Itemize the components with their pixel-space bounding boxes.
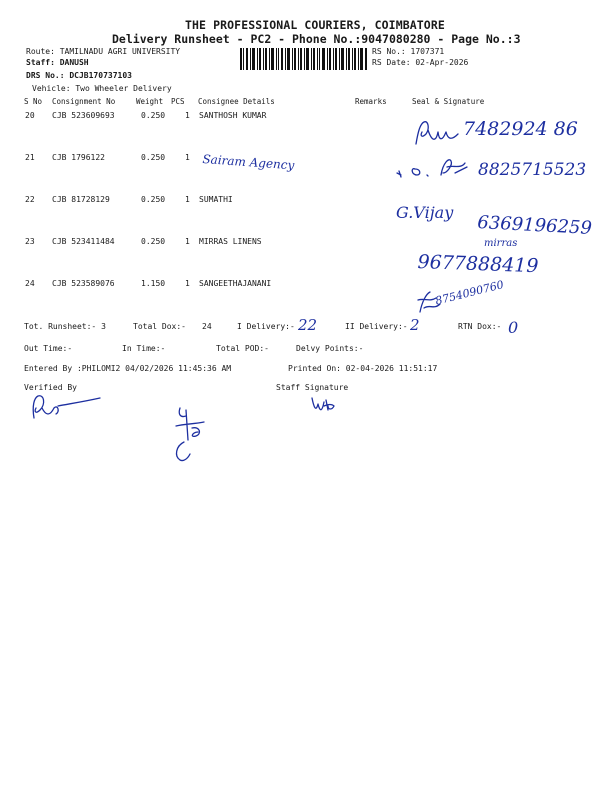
row-handwritten-note: mirras <box>484 238 518 249</box>
row-weight: 0.250 <box>141 195 166 204</box>
row-weight: 0.250 <box>141 153 166 162</box>
row-signature <box>412 118 462 148</box>
row-handwritten-phone: 8825715523 <box>478 160 587 180</box>
row-weight: 0.250 <box>141 237 166 246</box>
row-sno: 24 <box>25 279 35 288</box>
verified-signature <box>28 392 108 424</box>
row-pcs: 1 <box>185 195 190 204</box>
total-dox-label: Total Dox:- <box>133 322 186 331</box>
entered-by: Entered By :PHILOMI2 04/02/2026 11:45:36 AM <box>24 364 232 373</box>
staff-label: Staff: DANUSH <box>26 58 89 67</box>
col-remarks: Remarks <box>355 97 387 106</box>
row-handwritten-phone: 6369196259 <box>476 212 593 239</box>
runsheet-subtitle: Delivery Runsheet - PC2 - Phone No.:9047080280 - Page No.:3 <box>112 32 521 46</box>
row-consignee: SANGEETHAJANANI <box>199 279 272 288</box>
col-weight: Weight <box>136 97 164 106</box>
delvy-points-label: Delvy Points:- <box>296 344 364 353</box>
printed-on: Printed On: 02-04-2026 11:51:17 <box>288 364 438 373</box>
col-consignment: Consignment No <box>52 97 116 106</box>
row-weight: 1.150 <box>141 279 166 288</box>
row-pcs: 1 <box>185 153 190 162</box>
row-weight: 0.250 <box>141 111 166 120</box>
rs-date: RS Date: 02-Apr-2026 <box>372 58 469 67</box>
col-sno: S No <box>24 97 43 106</box>
out-time-label: Out Time:- <box>24 344 73 353</box>
row-consignment: CJB 1796122 <box>52 153 105 162</box>
in-time-label: In Time:- <box>122 344 166 353</box>
row-handwritten-note: Sairam Agency <box>202 152 295 173</box>
col-pcs: PCS <box>171 97 185 106</box>
total-pod-label: Total POD:- <box>216 344 269 353</box>
row-consignment: CJB 523411484 <box>52 237 115 246</box>
row-consignee: SANTHOSH KUMAR <box>199 111 267 120</box>
row-sno: 20 <box>25 111 35 120</box>
rtn-dox-handwritten: 0 <box>508 318 519 337</box>
ii-delivery-label: II Delivery:- <box>345 322 408 331</box>
i-delivery-handwritten: 22 <box>298 316 318 334</box>
tot-runsheet: Tot. Runsheet:- 3 <box>24 322 106 331</box>
company-title: THE PROFESSIONAL COURIERS, COIMBATORE <box>185 18 445 32</box>
row-consignment: CJB 81728129 <box>52 195 110 204</box>
row-handwritten-phone: 8754090760 <box>434 278 506 308</box>
i-delivery-label: I Delivery:- <box>237 322 295 331</box>
barcode <box>240 48 368 70</box>
rs-number: RS No.: 1707371 <box>372 47 445 56</box>
route-label: Route: TAMILNADU AGRI UNIVERSITY <box>26 47 181 56</box>
row-consignee: MIRRAS LINENS <box>199 237 262 246</box>
row-pcs: 1 <box>185 237 190 246</box>
col-seal: Seal & Signature <box>412 97 485 106</box>
row-consignment: CJB 523609693 <box>52 111 115 120</box>
vehicle-label: Vehicle: Two Wheeler Delivery <box>32 84 172 93</box>
row-pcs: 1 <box>185 111 190 120</box>
middle-signature <box>170 404 214 464</box>
verified-by-label: Verified By <box>24 383 77 392</box>
staff-signature-label: Staff Signature <box>276 383 349 392</box>
row-handwritten-note: G.Vijay <box>396 203 454 222</box>
col-consignee: Consignee Details <box>198 97 275 106</box>
row-signature <box>395 153 475 183</box>
row-handwritten-phone: 7482924 86 <box>463 118 578 140</box>
ii-delivery-handwritten: 2 <box>410 316 420 334</box>
row-handwritten-phone: 9677888419 <box>417 251 539 278</box>
rtn-dox-label: RTN Dox:- <box>458 322 502 331</box>
row-sno: 23 <box>25 237 35 246</box>
row-sno: 22 <box>25 195 35 204</box>
drs-label: DRS No.: DCJB170737103 <box>26 71 132 80</box>
row-sno: 21 <box>25 153 35 162</box>
staff-signature <box>308 392 340 416</box>
total-dox-value: 24 <box>202 322 212 331</box>
row-consignment: CJB 523589076 <box>52 279 115 288</box>
row-pcs: 1 <box>185 279 190 288</box>
row-consignee: SUMATHI <box>199 195 233 204</box>
